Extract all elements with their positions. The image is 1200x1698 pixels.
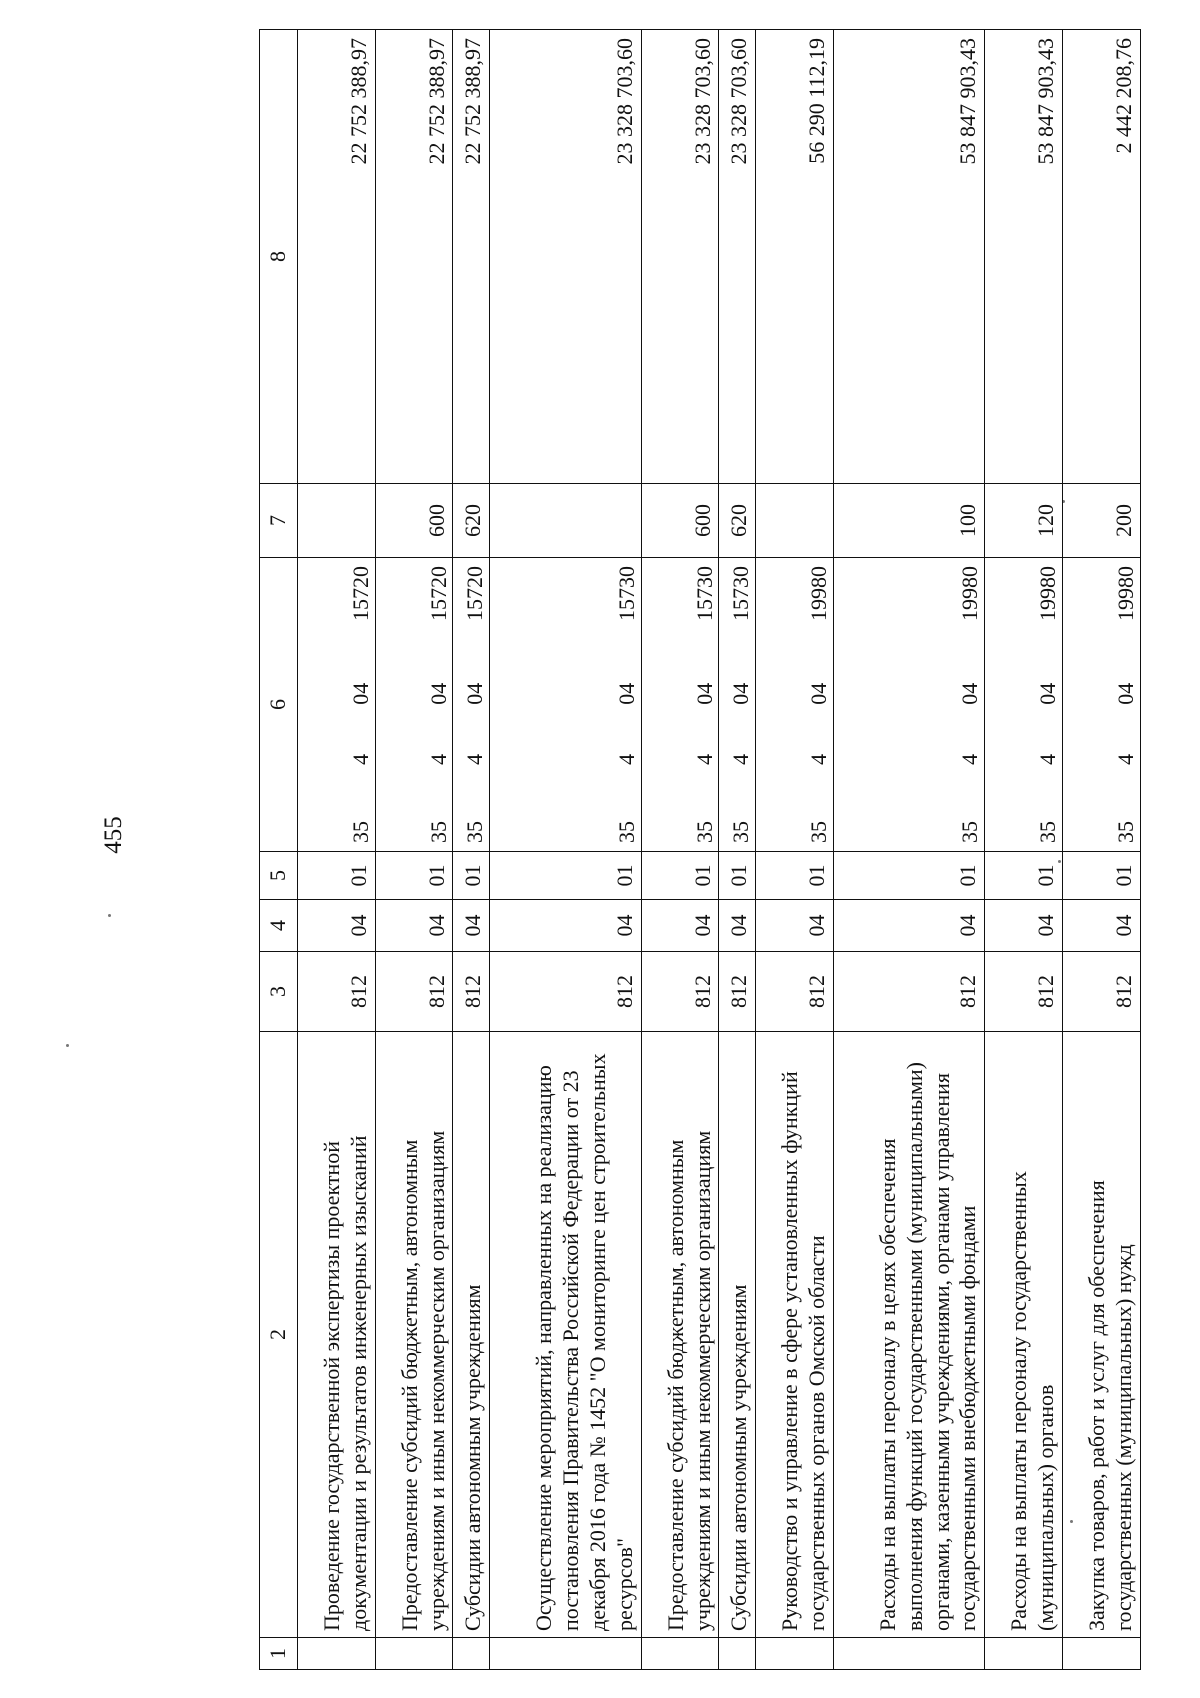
table-row bbox=[756, 30, 834, 1670]
row-col4: 04 bbox=[833, 900, 984, 952]
target-code-parts bbox=[728, 558, 755, 851]
code-part-type: 4 bbox=[957, 753, 983, 765]
code-part-type: 4 bbox=[1035, 753, 1061, 765]
code-part-program: 35 bbox=[462, 821, 488, 843]
row-col3: 812 bbox=[490, 952, 641, 1032]
code-part-direction: 19980 bbox=[957, 566, 983, 622]
target-code-parts bbox=[462, 558, 489, 851]
code-part-type: 4 bbox=[728, 753, 754, 765]
row-amount: 23 328 703,60 bbox=[490, 30, 641, 484]
code-part-program: 35 bbox=[691, 821, 717, 843]
row-name: Предоставление субсидий бюджетным, автономным учреждениям и иным некоммерческим организациям bbox=[375, 1032, 453, 1638]
row-col5: 01 bbox=[833, 852, 984, 900]
code-part-direction: 15730 bbox=[691, 566, 717, 622]
row-amount: 22 752 388,97 bbox=[453, 30, 490, 484]
row-target-code bbox=[756, 558, 834, 852]
table-row bbox=[375, 30, 453, 1670]
row-col4: 04 bbox=[641, 900, 719, 952]
table-row bbox=[641, 30, 719, 1670]
budget-table bbox=[259, 29, 1141, 1670]
row-col5: 01 bbox=[375, 852, 453, 900]
code-part-type: 4 bbox=[806, 753, 832, 765]
table-row bbox=[719, 30, 756, 1670]
code-part-direction: 15730 bbox=[728, 566, 754, 622]
row-target-code bbox=[453, 558, 490, 852]
row-col1 bbox=[719, 1638, 756, 1670]
code-part-subprogram: 04 bbox=[462, 682, 488, 705]
row-name: Субсидии автономным учреждениям bbox=[719, 1032, 756, 1638]
row-col5: 01 bbox=[756, 852, 834, 900]
code-part-program: 35 bbox=[1113, 821, 1139, 843]
row-col3: 812 bbox=[719, 952, 756, 1032]
code-part-program: 35 bbox=[957, 821, 983, 843]
row-col1 bbox=[641, 1638, 719, 1670]
row-col3: 812 bbox=[985, 952, 1063, 1032]
row-amount: 56 290 112,19 bbox=[756, 30, 834, 484]
row-amount: 53 847 903,43 bbox=[985, 30, 1063, 484]
target-code-parts bbox=[426, 558, 453, 851]
header-col-2: 2 bbox=[260, 1032, 298, 1638]
code-part-type: 4 bbox=[691, 753, 717, 765]
row-col5: 01 bbox=[453, 852, 490, 900]
row-col4: 04 bbox=[490, 900, 641, 952]
code-part-program: 35 bbox=[728, 821, 754, 843]
table-row bbox=[833, 30, 984, 1670]
code-part-subprogram: 04 bbox=[1035, 682, 1061, 705]
header-col-3: 3 bbox=[260, 952, 298, 1032]
row-col3: 812 bbox=[641, 952, 719, 1032]
row-col3: 812 bbox=[375, 952, 453, 1032]
table-row bbox=[453, 30, 490, 1670]
code-part-program: 35 bbox=[425, 821, 451, 843]
target-code-parts bbox=[348, 558, 375, 851]
row-col5: 01 bbox=[985, 852, 1063, 900]
code-part-direction: 15720 bbox=[425, 566, 451, 622]
header-col-4: 4 bbox=[260, 900, 298, 952]
code-part-subprogram: 04 bbox=[806, 682, 832, 705]
row-col1 bbox=[1063, 1638, 1141, 1670]
scan-speck bbox=[108, 914, 111, 917]
code-part-type: 4 bbox=[425, 753, 451, 765]
row-col5: 01 bbox=[1063, 852, 1141, 900]
code-part-subprogram: 04 bbox=[425, 682, 451, 705]
code-part-subprogram: 04 bbox=[347, 682, 373, 705]
table-row bbox=[985, 30, 1063, 1670]
row-col4: 04 bbox=[453, 900, 490, 952]
target-code-parts bbox=[1113, 558, 1140, 851]
target-code-parts bbox=[957, 558, 984, 851]
target-code-parts bbox=[614, 558, 641, 851]
row-col4: 04 bbox=[1063, 900, 1141, 952]
row-amount: 2 442 208,76 bbox=[1063, 30, 1141, 484]
row-col1 bbox=[453, 1638, 490, 1670]
row-col4: 04 bbox=[756, 900, 834, 952]
row-col5: 01 bbox=[719, 852, 756, 900]
table-body bbox=[297, 30, 1140, 1670]
row-col7 bbox=[756, 484, 834, 558]
row-col4: 04 bbox=[375, 900, 453, 952]
budget-table-rotated bbox=[259, 30, 1141, 1670]
row-col3: 812 bbox=[453, 952, 490, 1032]
row-col7: 200 bbox=[1063, 484, 1141, 558]
code-part-direction: 15720 bbox=[462, 566, 488, 622]
row-col4: 04 bbox=[719, 900, 756, 952]
code-part-program: 35 bbox=[347, 821, 373, 843]
row-col5: 01 bbox=[641, 852, 719, 900]
code-part-direction: 19980 bbox=[1113, 566, 1139, 622]
row-target-code bbox=[375, 558, 453, 852]
row-col4: 04 bbox=[985, 900, 1063, 952]
row-amount: 53 847 903,43 bbox=[833, 30, 984, 484]
code-part-subprogram: 04 bbox=[957, 682, 983, 705]
row-name: Субсидии автономным учреждениям bbox=[453, 1032, 490, 1638]
row-col7: 600 bbox=[641, 484, 719, 558]
row-target-code bbox=[641, 558, 719, 852]
code-part-subprogram: 04 bbox=[1113, 682, 1139, 705]
table-row bbox=[490, 30, 641, 1670]
code-part-program: 35 bbox=[1035, 821, 1061, 843]
table-row bbox=[297, 30, 375, 1670]
row-col7: 100 bbox=[833, 484, 984, 558]
row-name: Руководство и управление в сфере установленных функций государственных органов Омской области bbox=[756, 1032, 834, 1638]
row-col3: 812 bbox=[1063, 952, 1141, 1032]
row-name: Предоставление субсидий бюджетным, автономным учреждениям и иным некоммерческим организациям bbox=[641, 1032, 719, 1638]
row-target-code bbox=[985, 558, 1063, 852]
code-part-direction: 19980 bbox=[1035, 566, 1061, 622]
header-col-7: 7 bbox=[260, 484, 298, 558]
row-col1 bbox=[490, 1638, 641, 1670]
row-name: Закупка товаров, работ и услуг для обеспечения государственных (муниципальных) нужд bbox=[1063, 1032, 1141, 1638]
table-header-row bbox=[260, 30, 298, 1670]
row-col3: 812 bbox=[756, 952, 834, 1032]
row-target-code bbox=[833, 558, 984, 852]
row-amount: 23 328 703,60 bbox=[641, 30, 719, 484]
row-amount: 22 752 388,97 bbox=[375, 30, 453, 484]
row-col7: 120 bbox=[985, 484, 1063, 558]
code-part-type: 4 bbox=[347, 753, 373, 765]
row-col1 bbox=[756, 1638, 834, 1670]
row-name: Расходы на выплаты персоналу государственных (муниципальных) органов bbox=[985, 1032, 1063, 1638]
header-col-6: 6 bbox=[260, 558, 298, 852]
target-code-parts bbox=[1035, 558, 1062, 851]
row-target-code bbox=[1063, 558, 1141, 852]
page-number: 455 bbox=[100, 816, 127, 854]
row-col7: 620 bbox=[453, 484, 490, 558]
row-col4: 04 bbox=[297, 900, 375, 952]
code-part-direction: 19980 bbox=[806, 566, 832, 622]
code-part-direction: 15730 bbox=[613, 566, 639, 622]
code-part-subprogram: 04 bbox=[691, 682, 717, 705]
row-target-code bbox=[490, 558, 641, 852]
row-col1 bbox=[375, 1638, 453, 1670]
row-col1 bbox=[297, 1638, 375, 1670]
code-part-program: 35 bbox=[613, 821, 639, 843]
header-col-1: 1 bbox=[260, 1638, 298, 1670]
code-part-direction: 15720 bbox=[347, 566, 373, 622]
row-name: Расходы на выплаты персоналу в целях обеспечения выполнения функций государственными (муниципальными) органами, казенными учреждениями, органами управления государственными внебюджетными фондами bbox=[833, 1032, 984, 1638]
code-part-program: 35 bbox=[806, 821, 832, 843]
row-amount: 23 328 703,60 bbox=[719, 30, 756, 484]
row-col5: 01 bbox=[297, 852, 375, 900]
row-amount: 22 752 388,97 bbox=[297, 30, 375, 484]
row-name: Осуществление мероприятий, направленных на реализацию постановления Правительства Российской Федерации от 23 декабря 2016 года № 1452 "О мониторинге цен строительных ресурсов" bbox=[490, 1032, 641, 1638]
code-part-type: 4 bbox=[1113, 753, 1139, 765]
scan-speck bbox=[66, 1044, 69, 1047]
table-row bbox=[1063, 30, 1141, 1670]
target-code-parts bbox=[806, 558, 833, 851]
row-col5: 01 bbox=[490, 852, 641, 900]
row-target-code bbox=[719, 558, 756, 852]
row-col1 bbox=[985, 1638, 1063, 1670]
row-col3: 812 bbox=[297, 952, 375, 1032]
code-part-subprogram: 04 bbox=[728, 682, 754, 705]
row-col7: 620 bbox=[719, 484, 756, 558]
header-col-5: 5 bbox=[260, 852, 298, 900]
code-part-subprogram: 04 bbox=[613, 682, 639, 705]
target-code-parts bbox=[692, 558, 719, 851]
row-col3: 812 bbox=[833, 952, 984, 1032]
code-part-type: 4 bbox=[462, 753, 488, 765]
row-col7: 600 bbox=[375, 484, 453, 558]
row-col7 bbox=[490, 484, 641, 558]
row-name: Проведение государственной экспертизы проектной документации и результатов инженерных изысканий bbox=[297, 1032, 375, 1638]
row-col7 bbox=[297, 484, 375, 558]
row-col1 bbox=[833, 1638, 984, 1670]
header-col-8: 8 bbox=[260, 30, 298, 484]
row-target-code bbox=[297, 558, 375, 852]
code-part-type: 4 bbox=[613, 753, 639, 765]
